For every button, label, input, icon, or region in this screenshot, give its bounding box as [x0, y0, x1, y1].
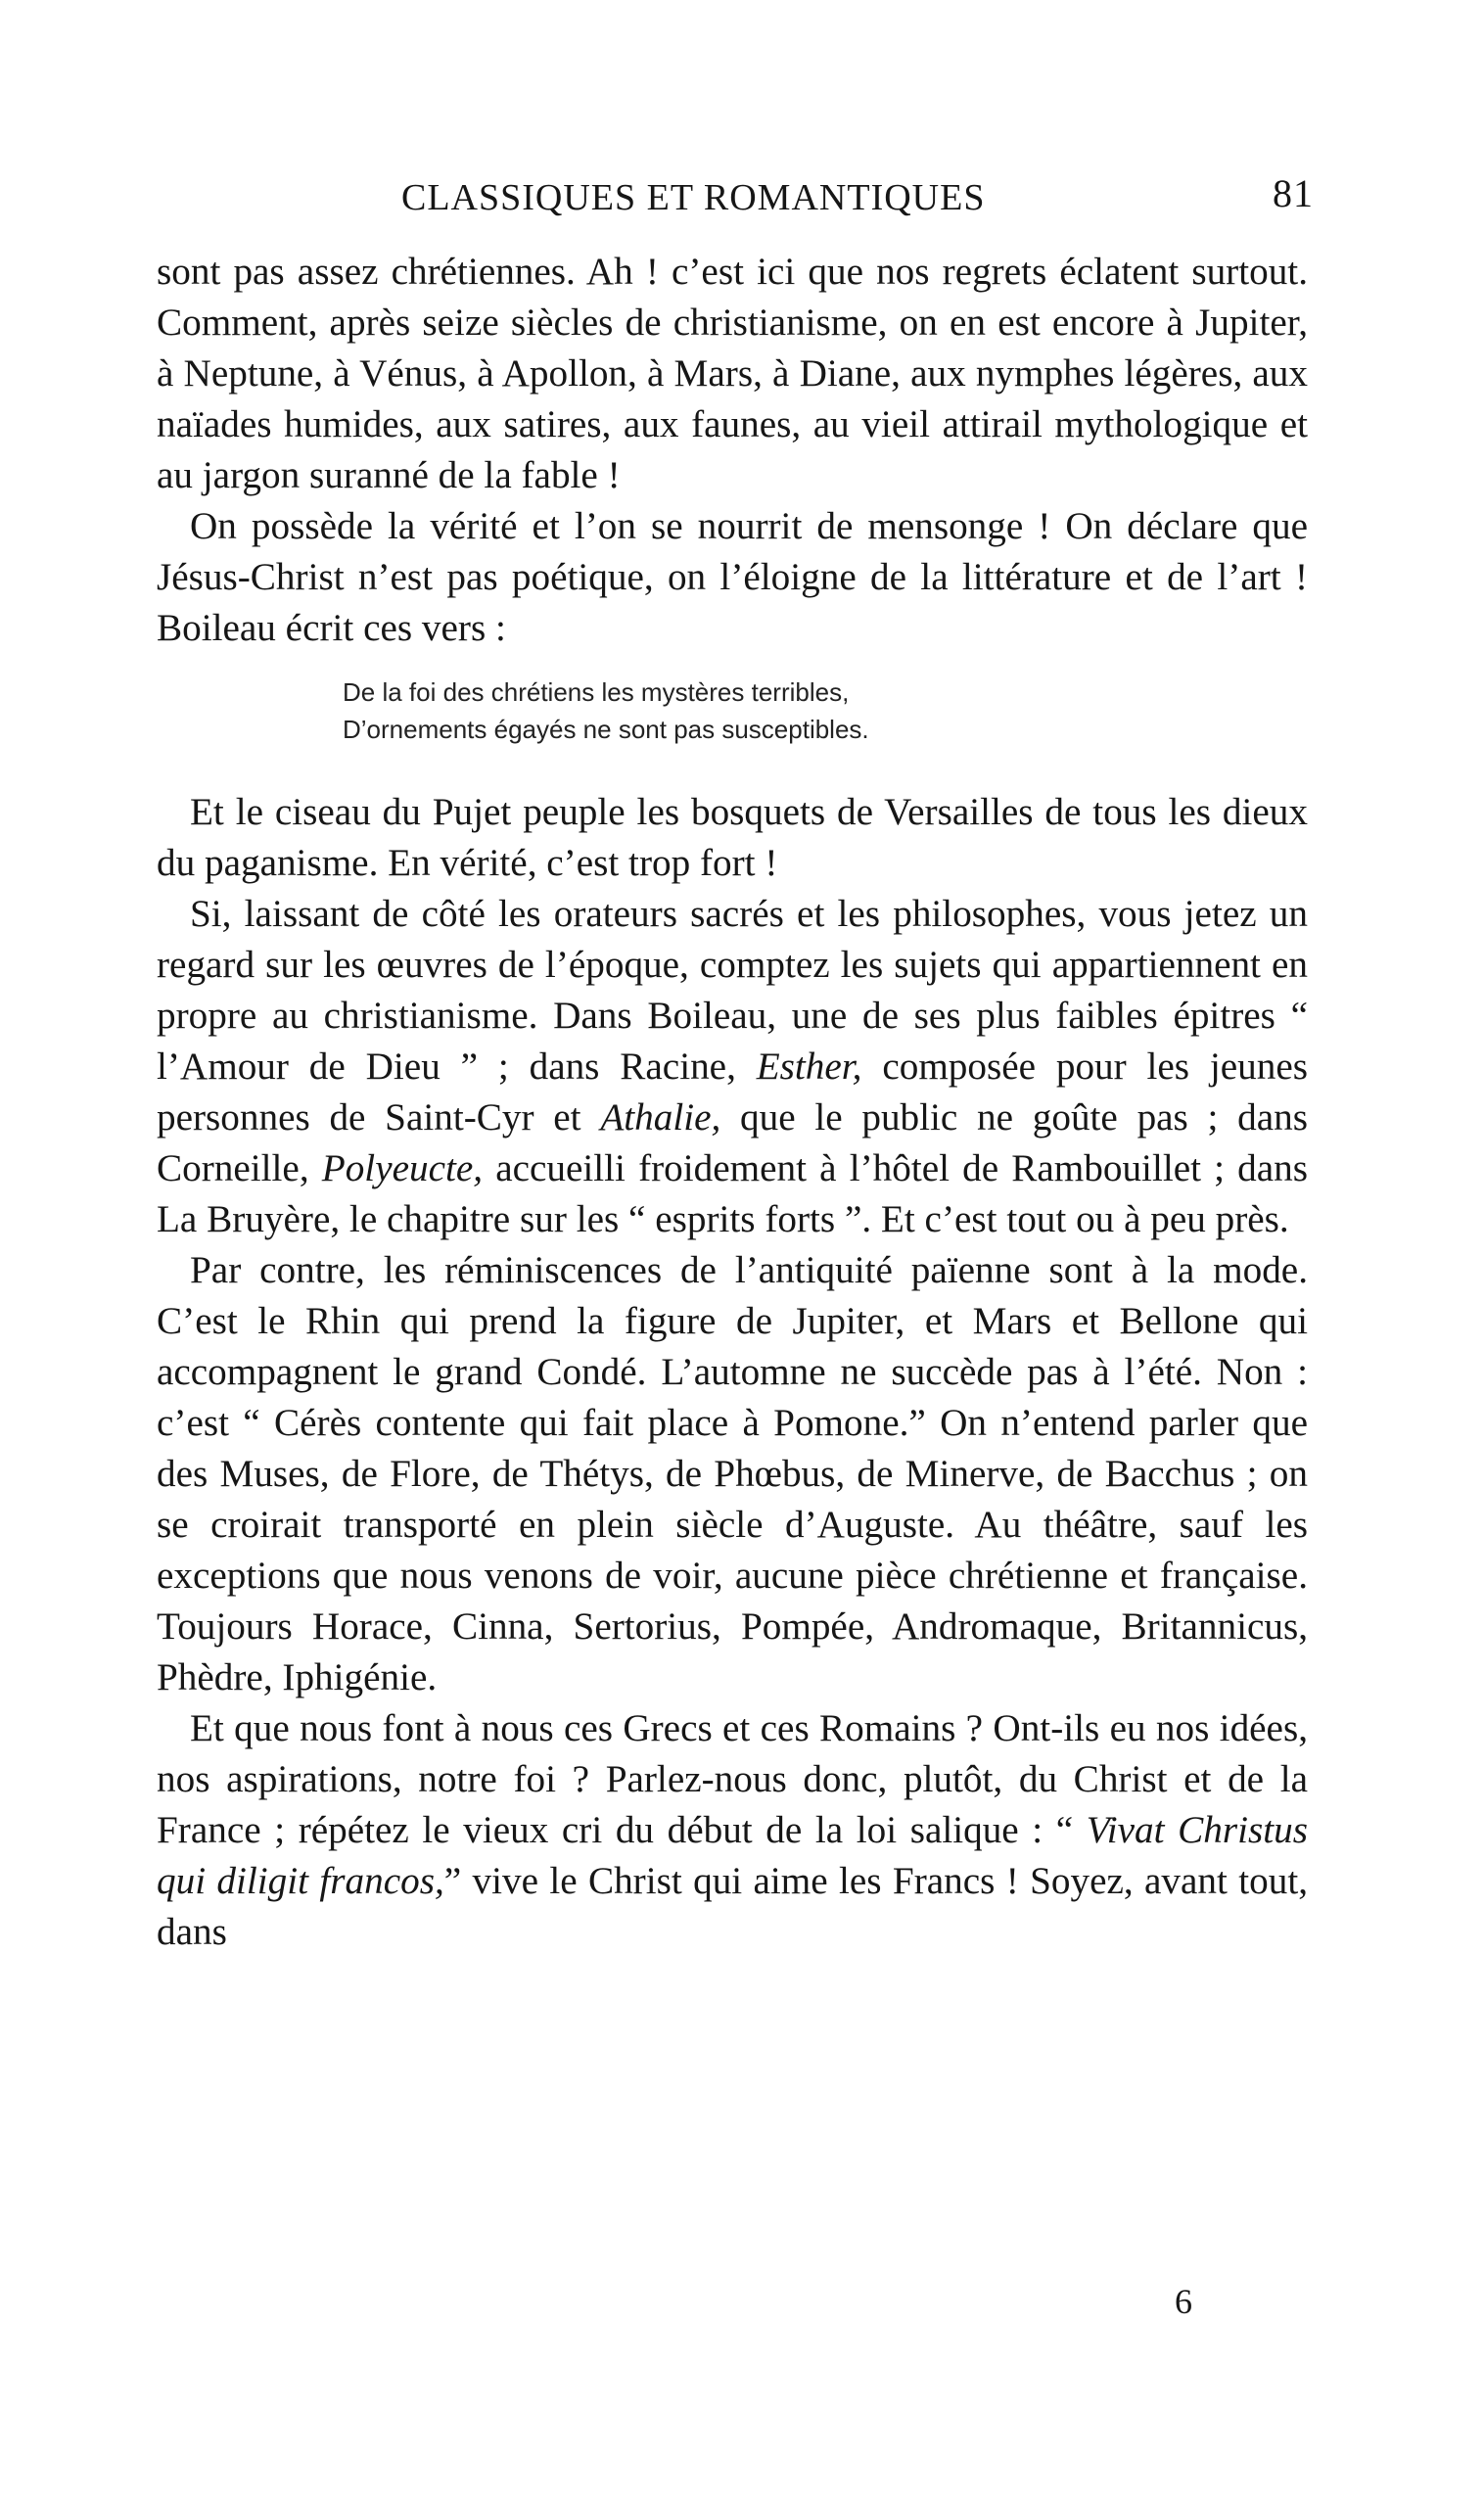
title-polyeucte: Polyeucte,: [321, 1147, 484, 1189]
paragraph-4: [157, 889, 1308, 1245]
text-run: Si, laissant de côté les orateurs sacrés et les philosophes, vous jetez un regard sur les œuvres de l’époque, comptez les sujets qui appartiennent en propre au christianisme. Dans Boileau, une de ses plus faibles épitres “ l’Amour de Dieu ” ; dans Racine,: [157, 893, 1308, 1088]
paragraph-1: sont pas assez chrétiennes. Ah ! c’est ici que nos regrets éclatent surtout. Comment, après seize siècles de christianisme, on en est encore à Jupiter, à Neptune, à Vénus, à Apollon, à Mars, à Diane, aux nymphes légères, aux naïades humides, aux satires, aux faunes, au vieil attirail mythologique et au jargon suranné de la fable !: [157, 251, 1308, 496]
page-header: [0, 171, 1484, 225]
text-run: ” vive le Christ qui aime les Francs ! Soyez, avant tout, dans: [157, 1860, 1309, 1953]
paragraph-3: Et le ciseau du Pujet peuple les bosquets de Versailles de tous les dieux du paganisme. En vérité, c’est trop fort !: [157, 791, 1308, 884]
paragraph-6: [157, 1703, 1308, 1958]
body-text: [157, 247, 1308, 1958]
signature-mark: 6: [1175, 2282, 1192, 2321]
running-title: CLASSIQUES ET ROMANTIQUES: [401, 177, 986, 218]
text-run: accueilli froidement à l’hôtel de Rambouillet ; dans La Bruyère, le chapitre sur les “ esprits forts ”. Et c’est tout ou à peu près.: [157, 1147, 1309, 1240]
verse-line: D’ornements égayés ne sont pas susceptibles.: [343, 715, 869, 744]
title-athalie: Athalie,: [600, 1096, 721, 1139]
verse-line: De la foi des chrétiens les mystères terribles,: [343, 677, 850, 707]
text-run: Et que nous font à nous ces Grecs et ces Romains ? Ont-ils eu nos idées, nos aspirations, notre foi ? Parlez-nous donc, plutôt, du Christ et de la France ; répétez le vieux cri du début de la loi salique : “: [157, 1707, 1308, 1851]
latin-quote: Vivat Christus qui diligit francos,: [157, 1809, 1308, 1902]
text-run: que le public ne goûte pas ; dans Corneille,: [157, 1096, 1308, 1189]
page-number: 81: [1273, 171, 1314, 215]
paragraph-5: Par contre, les réminiscences de l’antiquité païenne sont à la mode. C’est le Rhin qui prend la figure de Jupiter, et Mars et Bellone qui accompagnent le grand Condé. L’automne ne succède pas à l’été. Non : c’est “ Cérès contente qui fait place à Pomone.” On n’entend parler que des Muses, de Flore, de Thétys, de Phœbus, de Minerve, de Bacchus ; on se croirait transporté en plein siècle d’Auguste. Au théâtre, sauf les exceptions que nous venons de voir, aucune pièce chrétienne et française. Toujours Horace, Cinna, Sertorius, Pompée, Andromaque, Britannicus, Phèdre, Iphigénie.: [157, 1249, 1308, 1698]
paragraph-2: On possède la vérité et l’on se nourrit de mensonge ! On déclare que Jésus-Christ n’est pas poétique, on l’éloigne de la littérature et de l’art ! Boileau écrit ces vers :: [157, 505, 1308, 649]
verse-quote: [343, 674, 1308, 748]
title-esther: Esther,: [756, 1046, 862, 1088]
text-run: composée pour les jeunes personnes de Saint-Cyr et: [157, 1046, 1309, 1139]
